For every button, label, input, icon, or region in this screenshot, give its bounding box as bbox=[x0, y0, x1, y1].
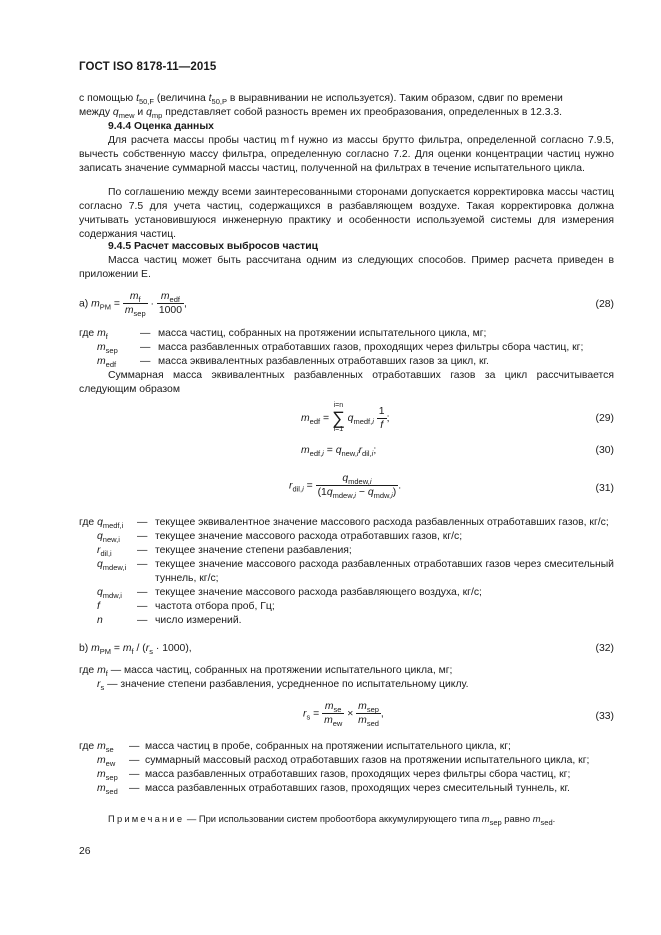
definition-row: где $m_f$ — масса частиц, собранных на протяжении испытательного цикла, мг; bbox=[79, 665, 453, 678]
equation-number: (28) bbox=[595, 299, 614, 310]
definition-row: $q_{mdew,i}$ — текущее значение массового расхода разбавленных отработавших газов через смесительный туннель, кг/с; bbox=[97, 559, 614, 584]
definition-row: f — частота отбора проб, Гц; bbox=[97, 601, 275, 612]
section-heading-9-4-4: 9.4.4 Оценка данных bbox=[108, 121, 214, 132]
paragraph-equivalent-mass: Суммарная масса эквивалентных разбавленных отработавших газов за цикл рассчитывается следующим образом bbox=[79, 370, 614, 395]
equation-31: $r_{dil,i}$ = $\frac{q_{mdew,i}}{(1q_{mdew,i} - q_{mdw,i})}$ . (31) bbox=[289, 473, 614, 500]
definitions-32 bbox=[79, 664, 614, 692]
definitions-33 bbox=[79, 740, 614, 796]
definition-row: $r_{dil,i}$ — текущее значение степени разбавления; bbox=[97, 545, 352, 558]
definition-row: где $m_f$ — масса частиц, собранных на протяжении испытательного цикла, мг; bbox=[79, 328, 487, 341]
paragraph-correction: По соглашению между всеми заинтересованными сторонами допускается корректировка массы частиц согласно 7.5 для учета частиц, содержащихся в разбавляющем воздухе. Такая корректировка должна учитывать установившуюся инженерную практику и особенности используемой системы для измерения содержания частиц. bbox=[79, 187, 614, 240]
definition-row: $r_s$ — значение степени разбавления, усредненное по испытательному циклу. bbox=[97, 679, 469, 692]
definition-row: $m_{sep}$ — масса разбавленных отработавших газов, проходящих через фильтры сбора частиц, кг; bbox=[97, 342, 584, 355]
definition-row: $q_{new,i}$ — текущее значение массового расхода отработавших газов, кг/с; bbox=[97, 531, 463, 544]
definition-row: $m_{edf}$ — масса эквивалентных разбавленных отработавших газов за цикл, кг. bbox=[97, 356, 489, 369]
definition-row: $m_{sep}$ — масса разбавленных отработавших газов, проходящих через фильтры сбора частиц, кг; bbox=[97, 769, 571, 782]
definition-row: $q_{mdw,i}$ — текущее значение массового расхода разбавляющего воздуха, кг/с; bbox=[97, 587, 482, 600]
note-label: Примечание bbox=[108, 813, 185, 824]
definitions-28 bbox=[79, 327, 614, 369]
definition-row: $m_{ew}$ — суммарный массовый расход отработавших газов на протяжении испытательного цикла, кг; bbox=[97, 755, 590, 768]
note: Примечание — При использовании систем пробоотбора аккумулирующего типа $m_{sep}$ равно $m_{sed}$. bbox=[108, 813, 556, 827]
definition-row: $m_{sed}$ — масса разбавленных отработавших газов, проходящих через смесительный туннель, кг. bbox=[97, 783, 570, 796]
page-number: 26 bbox=[79, 846, 91, 857]
paragraph-methods: Масса частиц может быть рассчитана одним из следующих способов. Пример расчета приведен в приложении Е. bbox=[79, 255, 614, 280]
equation-number: (29) bbox=[595, 413, 614, 424]
equation-30: $m_{edf,i} = q_{new,i}r_{dil,i}$; (30) bbox=[301, 445, 614, 458]
equation-28: а) $m_{PM}$ = $\frac{m_f}{m_{sep}}$ · $\frac{m_{edf}}{1000}$ , (28) bbox=[79, 291, 614, 318]
equation-number: (30) bbox=[595, 445, 614, 456]
definition-row: где $m_{se}$ — масса частиц в пробе, собранных на протяжении испытательного цикла, кг; bbox=[79, 741, 511, 754]
paragraph-data-evaluation: Для расчета массы пробы частиц m f нужно из массы брутто фильтра, определенной согласно 7.9.5, вычесть собственную массу фильтра, определенную согласно 7.2. Для оценки концентрации частиц нужно записать значение суммарной массы частиц, полученной на фильтрах в течение испытательного цикла. bbox=[79, 135, 614, 174]
equation-32: b) $m_{PM} = m_f / (r_s \cdot 1000)$, (32) bbox=[79, 643, 614, 656]
definition-row: где $q_{medf,i}$ — текущее эквивалентное значение массового расхода разбавленных отработавших газов, кг/с; bbox=[79, 517, 609, 530]
equation-number: (32) bbox=[595, 643, 614, 654]
definitions-31 bbox=[79, 516, 614, 628]
intro-paragraph: с помощью $t_{50,F}$ (величина $t_{50,P}$ в выравнивании не используется). Таким образом, сдвиг по времени между $q_{mew}$ и $q_{mp}$ представляет собой разность времен их преобразования, определенных в 12.3.3. bbox=[79, 93, 563, 120]
equation-29: $m_{edf} = i=n$ ∑ i=1 $q_{medf,i}$ $\frac{1}{f}$ ; (29) bbox=[301, 402, 614, 433]
section-heading-9-4-5: 9.4.5 Расчет массовых выбросов частиц bbox=[108, 241, 318, 252]
equation-number: (31) bbox=[595, 483, 614, 494]
page-header: ГОСТ ISO 8178-11—2015 bbox=[79, 61, 217, 73]
equation-number: (33) bbox=[595, 711, 614, 722]
equation-33: $r_s$ = $\frac{m_{se}}{m_{ew}}$ × $\frac{m_{sep}}{m_{sed}}$ , (33) bbox=[303, 701, 614, 728]
definition-row: n — число измерений. bbox=[97, 615, 242, 626]
